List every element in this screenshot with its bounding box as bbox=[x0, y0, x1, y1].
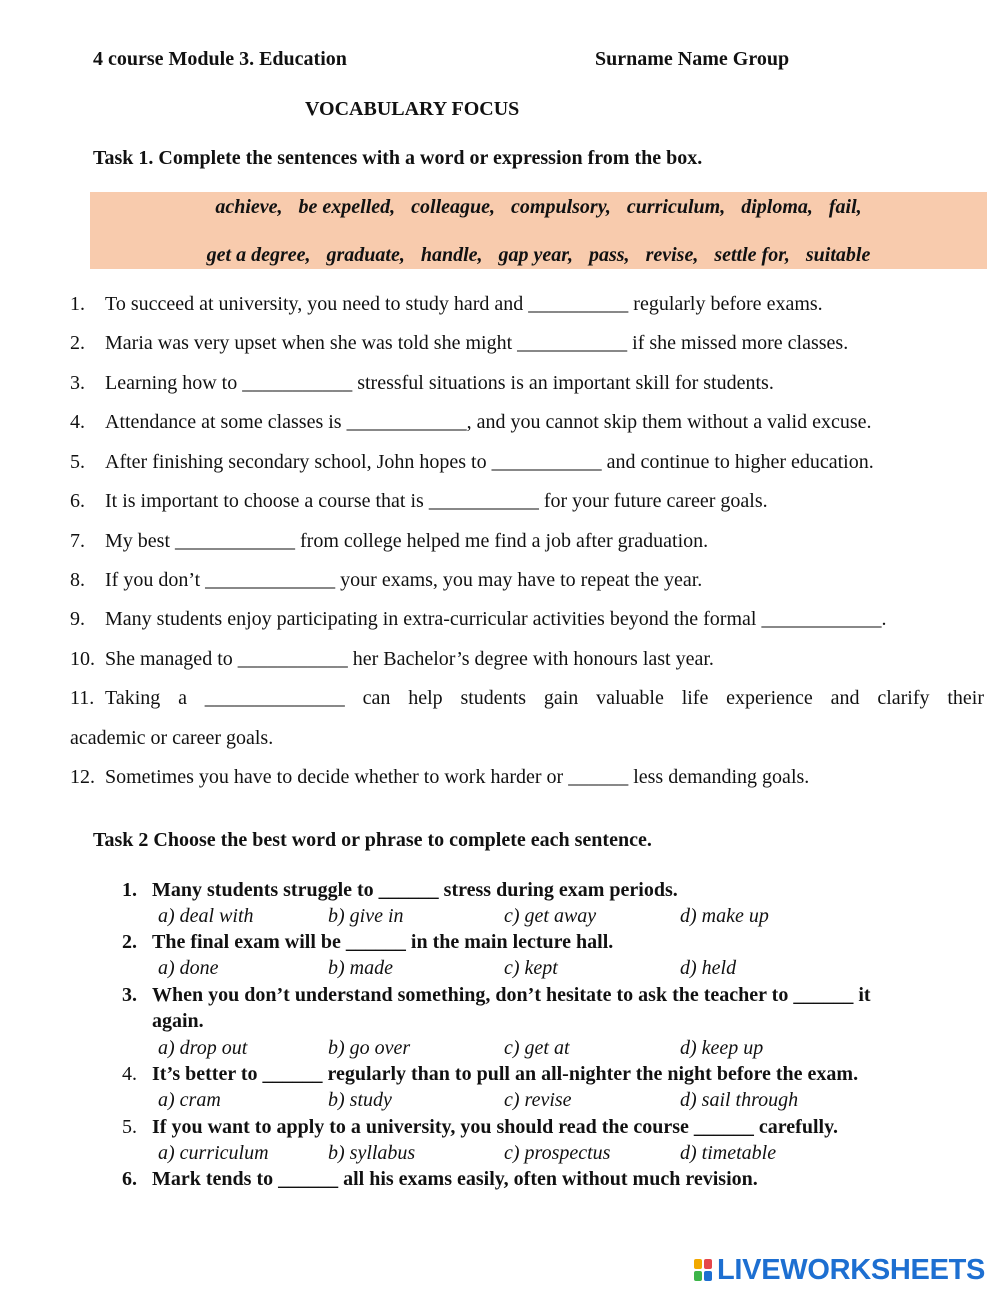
item-text: After finishing secondary school, John hopes to ___________ and continue to higher education. bbox=[105, 451, 874, 473]
student-info-label: Surname Name Group bbox=[595, 48, 790, 70]
task2-question-6 bbox=[122, 1168, 758, 1191]
word-box-row-1 bbox=[90, 196, 987, 219]
option-c[interactable]: c) get at bbox=[504, 1037, 570, 1059]
question-number: 1. bbox=[122, 879, 137, 901]
question-number: 4. bbox=[122, 1063, 137, 1085]
question-number: 6. bbox=[122, 1168, 137, 1190]
item-number: 5. bbox=[70, 451, 85, 473]
option-d[interactable]: d) make up bbox=[680, 905, 769, 927]
word-gap-year: gap year, bbox=[498, 244, 573, 266]
course-title: 4 course Module 3. Education bbox=[93, 48, 347, 70]
item-number: 1. bbox=[70, 293, 85, 315]
option-c[interactable]: c) kept bbox=[504, 957, 558, 979]
logo-mark-icon bbox=[694, 1258, 714, 1282]
item-text: If you don’t _____________ your exams, you may have to repeat the year. bbox=[105, 569, 703, 591]
item-text: Maria was very upset when she was told she might ___________ if she missed more classes. bbox=[105, 332, 849, 354]
item-number: 8. bbox=[70, 569, 85, 591]
task1-item-3 bbox=[70, 372, 774, 395]
option-d[interactable]: d) held bbox=[680, 957, 737, 979]
option-c[interactable]: c) revise bbox=[504, 1089, 572, 1111]
task1-item-7 bbox=[70, 530, 708, 553]
word-colleague: colleague, bbox=[411, 196, 496, 218]
task1-item-5 bbox=[70, 451, 874, 474]
task1-item-11-continued bbox=[70, 727, 273, 750]
item-number: 3. bbox=[70, 372, 85, 394]
option-b[interactable]: b) study bbox=[328, 1089, 392, 1111]
item-text: She managed to ___________ her Bachelor’s degree with honours last year. bbox=[105, 648, 714, 670]
task1-item-12 bbox=[70, 766, 809, 789]
item-text: Sometimes you have to decide whether to work harder or ______ less demanding goals. bbox=[105, 766, 810, 788]
item-text: My best ____________ from college helped me find a job after graduation. bbox=[105, 530, 709, 552]
task2-question-1 bbox=[122, 879, 678, 902]
option-d[interactable]: d) keep up bbox=[680, 1037, 764, 1059]
task2-question-5 bbox=[122, 1116, 838, 1139]
option-a[interactable]: a) done bbox=[158, 957, 219, 979]
task1-item-10 bbox=[70, 648, 714, 671]
word-box-row-2 bbox=[90, 244, 987, 267]
word-compulsory: compulsory, bbox=[511, 196, 611, 218]
logo-text: LIVEWORKSHEETS bbox=[717, 1253, 986, 1286]
task2-question-3-continued bbox=[152, 1010, 204, 1033]
word-pass: pass, bbox=[588, 244, 630, 266]
word-diploma: diploma, bbox=[741, 196, 813, 218]
option-c[interactable]: c) prospectus bbox=[504, 1142, 611, 1164]
option-a[interactable]: a) cram bbox=[158, 1089, 221, 1111]
task1-item-1 bbox=[70, 293, 823, 316]
item-text: Learning how to ___________ stressful situations is an important skill for students. bbox=[105, 372, 774, 394]
question-text: It’s better to ______ regularly than to pull an all-nighter the night before the exam. bbox=[152, 1063, 859, 1085]
task2-question-4 bbox=[122, 1063, 858, 1086]
option-d[interactable]: d) sail through bbox=[680, 1089, 799, 1111]
question-text: The final exam will be ______ in the main lecture hall. bbox=[152, 931, 614, 953]
item-number: 6. bbox=[70, 490, 85, 512]
task2-question-2 bbox=[122, 931, 613, 954]
task1-instruction: Task 1. Complete the sentences with a word or expression from the box. bbox=[93, 147, 703, 169]
item-number: 11. bbox=[70, 687, 95, 709]
question-text: If you want to apply to a university, you should read the course ______ carefully. bbox=[152, 1116, 838, 1138]
option-a[interactable]: a) curriculum bbox=[158, 1142, 269, 1164]
item-text: Attendance at some classes is ____________, and you cannot skip them without a valid excuse. bbox=[105, 411, 872, 433]
task1-item-11 bbox=[70, 687, 984, 710]
task1-item-2 bbox=[70, 332, 848, 355]
item-number: 9. bbox=[70, 608, 85, 630]
question-text: When you don’t understand something, don’t hesitate to ask the teacher to ______ it bbox=[152, 984, 871, 1006]
item-number: 2. bbox=[70, 332, 85, 354]
option-b[interactable]: b) made bbox=[328, 957, 393, 979]
word-box bbox=[90, 192, 987, 269]
word-settle-for: settle for, bbox=[714, 244, 790, 266]
task1-item-6 bbox=[70, 490, 768, 513]
question-number: 3. bbox=[122, 984, 137, 1006]
task1-item-8 bbox=[70, 569, 702, 592]
option-b[interactable]: b) syllabus bbox=[328, 1142, 416, 1164]
word-curriculum: curriculum, bbox=[626, 196, 726, 218]
item-number: 10. bbox=[70, 648, 95, 670]
question-number: 2. bbox=[122, 931, 137, 953]
option-c[interactable]: c) get away bbox=[504, 905, 597, 927]
task1-item-4 bbox=[70, 411, 872, 434]
item-text: It is important to choose a course that is ___________ for your future career goals. bbox=[105, 490, 768, 512]
option-d[interactable]: d) timetable bbox=[680, 1142, 777, 1164]
item-text-continued: academic or career goals. bbox=[70, 727, 274, 749]
word-get-a-degree: get a degree, bbox=[206, 244, 311, 266]
word-be-expelled: be expelled, bbox=[298, 196, 396, 218]
option-a[interactable]: a) deal with bbox=[158, 905, 254, 927]
word-achieve: achieve, bbox=[215, 196, 283, 218]
option-b[interactable]: b) give in bbox=[328, 905, 404, 927]
question-text: Many students struggle to ______ stress during exam periods. bbox=[152, 879, 678, 901]
word-revise: revise, bbox=[645, 244, 699, 266]
page-title: VOCABULARY FOCUS bbox=[305, 98, 520, 120]
task2-question-3 bbox=[122, 984, 871, 1007]
task1-item-9 bbox=[70, 608, 886, 631]
question-text-continued: again. bbox=[152, 1010, 204, 1032]
item-number: 12. bbox=[70, 766, 95, 788]
word-graduate: graduate, bbox=[326, 244, 405, 266]
word-handle: handle, bbox=[420, 244, 483, 266]
word-suitable: suitable bbox=[805, 244, 871, 266]
question-number: 5. bbox=[122, 1116, 137, 1138]
question-text: Mark tends to ______ all his exams easily, often without much revision. bbox=[152, 1168, 758, 1190]
item-text: Taking a ______________ can help students gain valuable life experience and clarify their bbox=[105, 687, 984, 709]
option-b[interactable]: b) go over bbox=[328, 1037, 411, 1059]
task2-instruction: Task 2 Choose the best word or phrase to complete each sentence. bbox=[93, 829, 652, 851]
liveworksheets-logo[interactable] bbox=[694, 1254, 985, 1286]
item-number: 4. bbox=[70, 411, 85, 433]
item-text: Many students enjoy participating in extra-curricular activities beyond the formal ____________. bbox=[105, 608, 887, 630]
word-fail: fail, bbox=[828, 196, 862, 218]
item-number: 7. bbox=[70, 530, 85, 552]
item-text: To succeed at university, you need to study hard and __________ regularly before exams. bbox=[105, 293, 823, 315]
option-a[interactable]: a) drop out bbox=[158, 1037, 248, 1059]
